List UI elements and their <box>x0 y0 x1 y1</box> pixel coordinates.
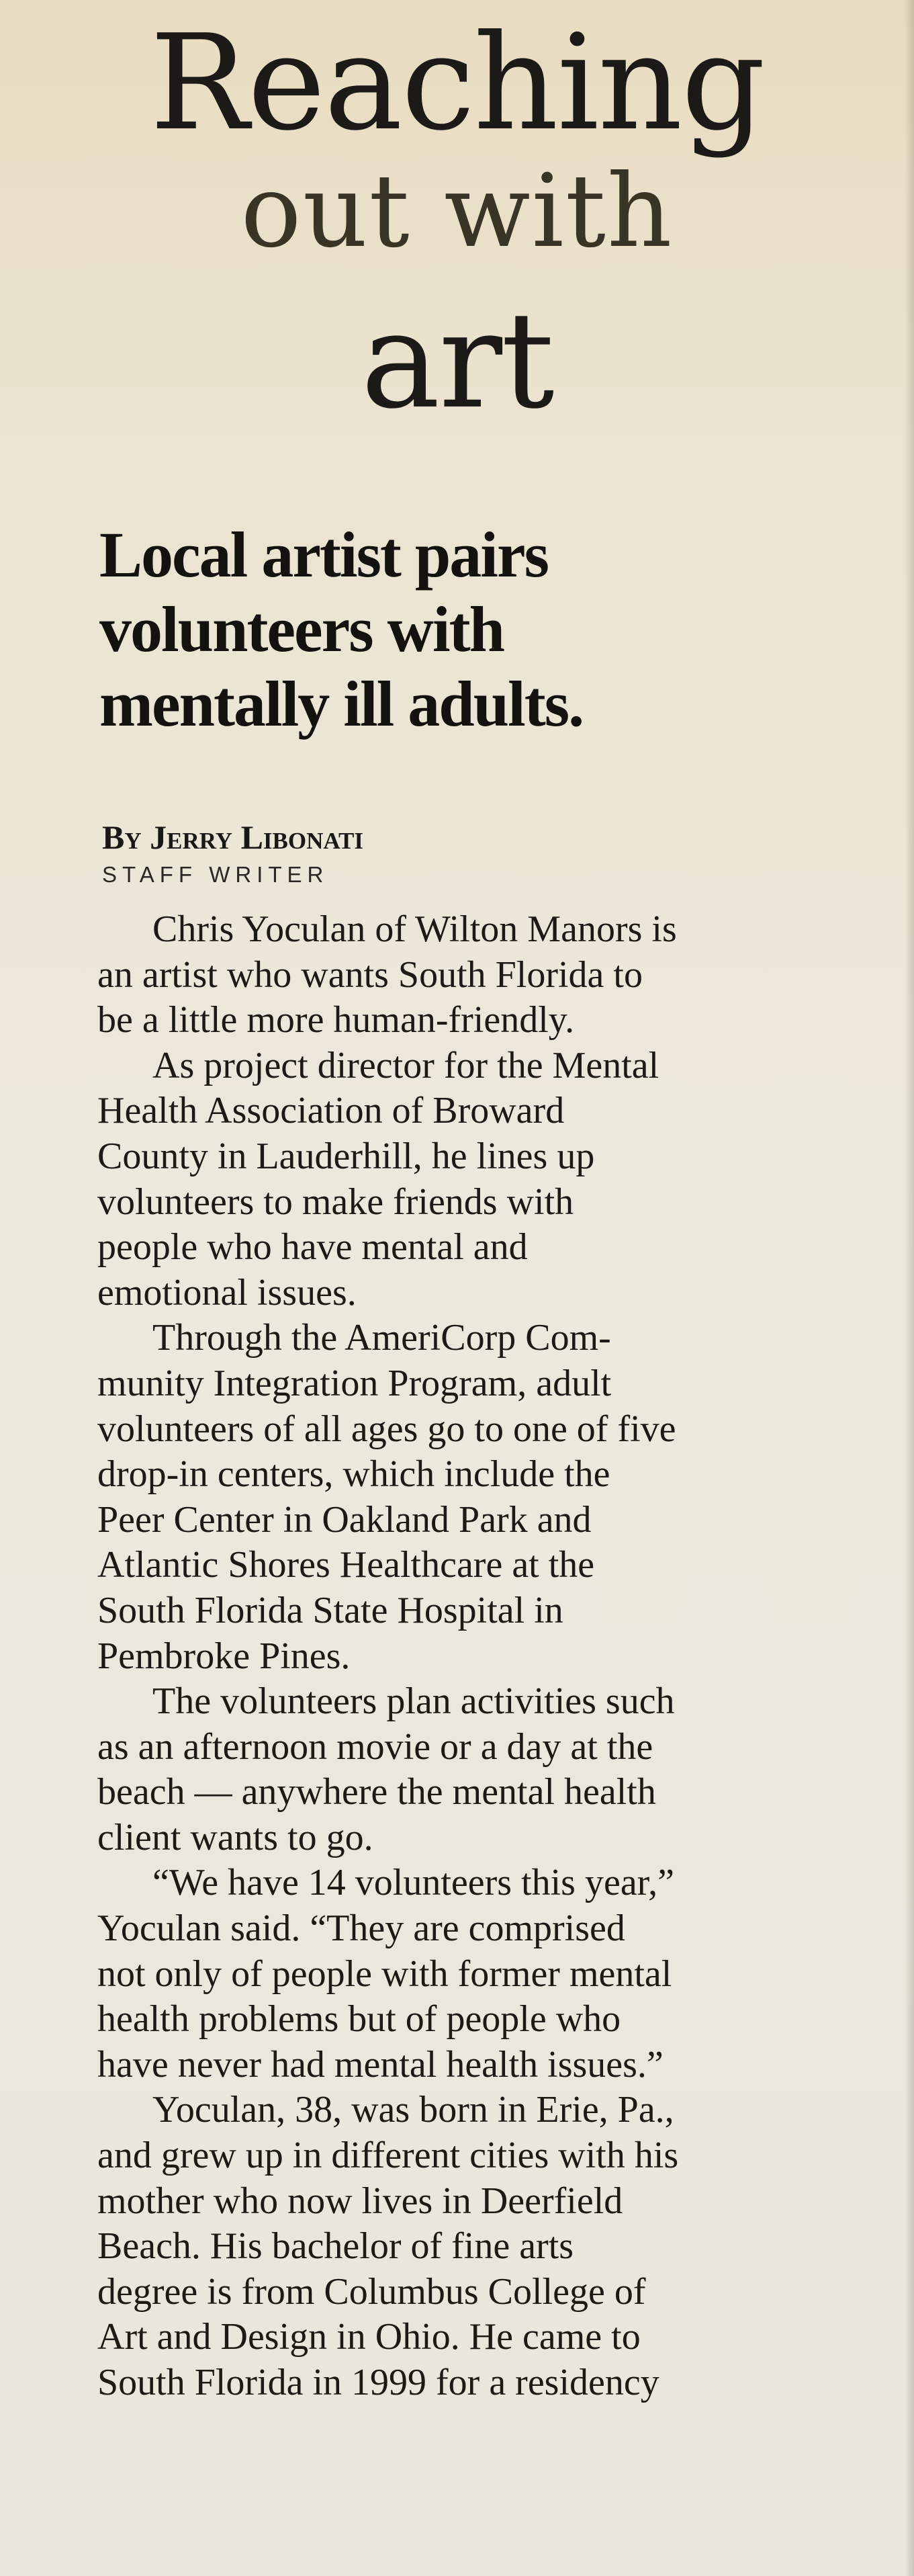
article-line: Health Association of Broward <box>97 1090 565 1132</box>
article-line: client wants to go. <box>97 1816 373 1858</box>
article-line: not only of people with former mental <box>97 1952 672 1995</box>
article-line: health problems but of people who <box>97 1998 621 2041</box>
article-paragraph <box>97 1679 890 1860</box>
article-line: As project director for the Mental <box>152 1044 659 1086</box>
article-paragraph <box>97 1043 890 1316</box>
article-line: and grew up in different cities with his <box>97 2135 679 2177</box>
article-line: drop-in centers, which include the <box>97 1453 610 1496</box>
article-line: degree is from Columbus College of <box>97 2270 646 2313</box>
article-line: beach — anywhere the mental health <box>97 1771 656 1813</box>
article-line: be a little more human-friendly. <box>97 999 575 1041</box>
headline-line-1: Reaching <box>150 7 764 160</box>
article-line: Through the AmeriCorp Com- <box>152 1317 611 1359</box>
article-line: an artist who wants South Florida to <box>97 953 643 996</box>
article-line: The volunteers plan activities such <box>152 1680 675 1723</box>
subheadline-line: volunteers with <box>99 593 504 665</box>
article-line: emotional issues. <box>97 1271 357 1314</box>
byline-role: STAFF WRITER <box>102 862 329 887</box>
article-line: people who have mental and <box>97 1226 528 1269</box>
subheadline <box>99 517 872 741</box>
subheadline-line: mentally ill adults. <box>99 668 584 740</box>
article-line: Beach. His bachelor of fine arts <box>97 2225 574 2268</box>
article-line: County in Lauderhill, he lines up <box>97 1135 595 1177</box>
article-line: Chris Yoculan of Wilton Manors is <box>152 908 677 950</box>
headline-line-2: out with <box>240 153 674 270</box>
article-paragraph <box>97 907 890 1043</box>
headline-line-3: art <box>361 283 553 438</box>
article-line: South Florida in 1999 for a residency <box>97 2362 659 2403</box>
article-line: Pembroke Pines. <box>97 1635 351 1677</box>
article-paragraph <box>97 1316 890 1679</box>
article-line: Peer Center in Oakland Park and <box>97 1498 592 1541</box>
article-body <box>97 907 890 2406</box>
byline-author: By Jerry Libonati <box>102 818 364 856</box>
article-line: South Florida State Hospital in <box>97 1589 563 1631</box>
article-line: munity Integration Program, adult <box>97 1362 612 1404</box>
article-line: volunteers of all ages go to one of five <box>97 1408 676 1450</box>
article-line: as an afternoon movie or a day at the <box>97 1725 653 1768</box>
article-line: volunteers to make friends with <box>97 1180 574 1223</box>
article-line: Art and Design in Ohio. He came to <box>97 2316 641 2358</box>
article-line: Yoculan, 38, was born in Erie, Pa., <box>152 2089 674 2131</box>
article-line: Yoculan said. “They are comprised <box>97 1907 625 1950</box>
article-line: mother who now lives in Deerfield <box>97 2180 623 2222</box>
article-paragraph <box>97 2088 890 2405</box>
article-line: Atlantic Shores Healthcare at the <box>97 1544 595 1586</box>
article-paragraph <box>97 1860 890 2088</box>
article-line: have never had mental health issues.” <box>97 2043 664 2086</box>
article-line: “We have 14 volunteers this year,” <box>152 1862 674 1904</box>
subheadline-line: Local artist pairs <box>99 519 548 591</box>
